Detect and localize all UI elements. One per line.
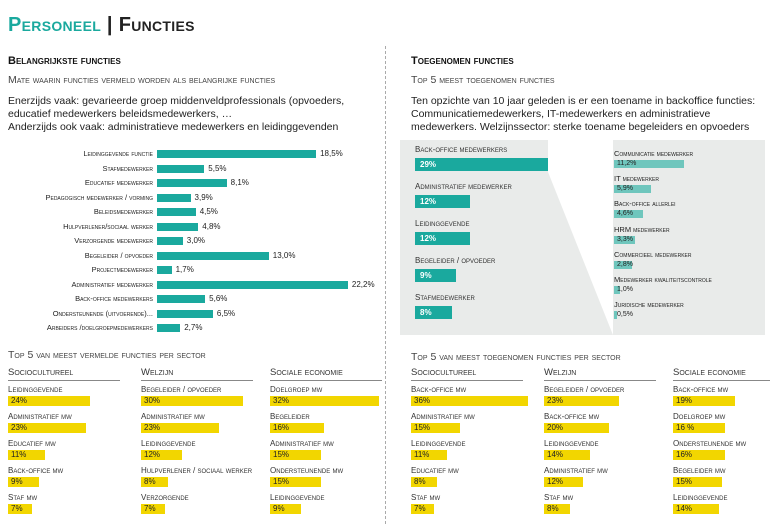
sector-value: 30% (144, 396, 161, 405)
sector-value: 16% (676, 450, 693, 459)
sector-item-label: Doelgroep mw (673, 412, 726, 421)
category-label: Educatief medewerker (84, 178, 153, 187)
bar (157, 150, 316, 158)
category-label: Stafmedewerker (415, 293, 475, 302)
category-label: IT medewerker (614, 174, 660, 184)
data-label: 3,3% (617, 235, 633, 243)
sector-header: Welzijn (544, 367, 577, 378)
sector-value: 12% (144, 450, 161, 459)
sector-underline (411, 380, 523, 381)
sector-item-label: Back-office mw (544, 412, 600, 421)
right-subheading: Top 5 meest toegenomen functies (411, 74, 555, 86)
data-label: 5,9% (617, 185, 633, 193)
data-label: 29% (420, 160, 437, 169)
sector-value: 16% (273, 423, 290, 432)
sector-value: 9% (11, 477, 23, 486)
sector-value: 19% (676, 396, 693, 405)
sector-header: Sociale economie (673, 367, 746, 378)
sector-item-label: Administratief mw (411, 412, 475, 421)
data-label: 0,5% (617, 311, 633, 319)
bar (157, 281, 348, 289)
category-label: Commercieel medewerker (614, 249, 692, 259)
sector-item-label: Staf mw (544, 493, 574, 502)
category-label: Back-office medewerkers (415, 145, 508, 154)
sector-underline (8, 380, 120, 381)
category-label: Pedagogisch medewerker / vorming (45, 192, 153, 202)
sector-value: 7% (11, 504, 23, 513)
bar (157, 237, 183, 245)
data-label: 13,0% (272, 250, 296, 260)
sector-underline (141, 380, 253, 381)
sector-value: 8% (547, 504, 559, 513)
sector-item-label: Begeleider / opvoeder (141, 385, 222, 394)
bar (157, 266, 172, 274)
sector-item-label: Leidinggevende (411, 439, 466, 448)
sector-value: 36% (414, 396, 431, 405)
left-text-line: Enerzijds vaak: gevarieerde groep middenveldprofessionals (opvoeders, (8, 95, 345, 107)
data-label: 12% (420, 234, 437, 243)
sector-underline (673, 380, 770, 381)
title-part-2: Functies (118, 14, 195, 36)
category-label: Medewerker kwaliteitscontrole (614, 275, 712, 284)
data-label: 12% (420, 197, 437, 206)
sector-item-label: Back-office mw (8, 466, 64, 475)
sector-value: 11% (11, 450, 27, 459)
category-label: Projectmedewerker (91, 265, 153, 274)
bar (157, 295, 205, 303)
data-label: 9% (420, 271, 432, 280)
sector-item-label: Leidinggevende (673, 493, 728, 502)
sector-value: 15% (273, 477, 290, 486)
sector-item-label: Verzorgende (141, 493, 189, 502)
sector-header: Welzijn (141, 367, 174, 378)
left-sector-title: Top 5 van meest vermelde functies per sector (8, 349, 206, 361)
category-label: Communicatie medewerker (614, 149, 694, 158)
category-label: Beleidsmedewerker (93, 207, 153, 216)
sector-item-label: Back-office mw (411, 385, 467, 394)
bar (157, 208, 196, 216)
right-text-line: Ten opzichte van 10 jaar geleden is er een toename in backoffice functies: (411, 95, 756, 107)
data-label: 18,5% (320, 149, 343, 158)
sector-item-label: Back-office mw (673, 385, 729, 394)
data-label: 2,8% (617, 260, 633, 268)
category-label: Verzorgende medewerker (74, 236, 153, 245)
data-label: 2,7% (184, 323, 203, 332)
sector-value: 7% (144, 504, 156, 513)
sector-value: 7% (414, 504, 426, 513)
panel-connector (548, 140, 613, 335)
bar (157, 223, 198, 231)
sector-header: Sociocultureel (411, 367, 477, 378)
data-label: 11,2% (617, 160, 637, 167)
data-label: 4,6% (617, 210, 633, 218)
category-label: Administratief medewerker (71, 279, 153, 289)
sector-item-label: Ondersteunende mw (673, 439, 747, 448)
category-label: Begeleider / opvoeder (84, 250, 153, 260)
title-separator: | (106, 14, 113, 36)
column-divider (385, 46, 386, 524)
sector-item-label: Administratief mw (270, 439, 334, 448)
sector-value: 16 % (676, 423, 695, 432)
data-label: 1,0% (617, 286, 633, 293)
data-label: 3,0% (186, 236, 206, 245)
sector-item-label: Leidinggevende (270, 493, 325, 502)
sector-header: Sociale economie (270, 367, 343, 378)
category-label: Arbeiders /doelgroepmedewerkers (46, 323, 153, 332)
data-label: 8,1% (230, 178, 249, 187)
data-label: 8% (420, 308, 432, 317)
sector-item-label: Leidinggevende (8, 385, 63, 394)
left-text-line: Anderzijds ook vaak: administratieve medewerkers en leidinggevenden (8, 121, 339, 133)
left-text-line: educatief medewerkers beleidsmedewerkers, … (8, 108, 233, 120)
bar (157, 194, 191, 202)
right-sector-title: Top 5 van meest toegenomen functies per sector (411, 351, 621, 363)
sector-value: 15% (414, 423, 431, 432)
sector-value: 11% (414, 450, 430, 459)
sector-value: 8% (144, 477, 156, 486)
sector-item-label: Leidinggevende (544, 439, 599, 448)
left-heading: Belangrijkste functies (8, 55, 121, 67)
right-heading: Toegenomen functies (411, 55, 514, 67)
category-label: Back-office allerlei (614, 199, 676, 209)
sector-value: 12% (547, 477, 564, 486)
title-part-1: Personeel (8, 14, 102, 36)
sector-item-label: Doelgroep mw (270, 385, 323, 394)
left-text (8, 95, 378, 134)
data-label: 1,7% (175, 265, 194, 274)
data-label: 5,6% (209, 294, 228, 303)
sector-item-label: Begeleider / opvoeder (544, 385, 625, 394)
right-text (411, 95, 766, 134)
sector-value: 8% (414, 477, 426, 486)
bar (157, 165, 204, 173)
sector-item-label: Ondersteunende mw (270, 466, 344, 475)
sector-underline (270, 380, 382, 381)
sector-item-label: Begeleider mw (673, 466, 726, 475)
bar (157, 252, 269, 260)
sector-value: 23% (11, 423, 28, 432)
sector-value: 15% (676, 477, 693, 486)
category-label: Stafmedewerker (102, 163, 153, 173)
category-label: Begeleider / opvoeder (415, 256, 496, 265)
sector-value: 32% (273, 396, 290, 405)
sector-value: 15% (273, 450, 290, 459)
sector-item-label: Administratief mw (141, 412, 205, 421)
category-label: Back-office medewerkers (75, 294, 153, 303)
sector-value: 14% (676, 504, 693, 513)
data-label: 22,2% (351, 279, 375, 289)
sector-item-label: Hulpverlener / sociaal werker (141, 466, 253, 475)
data-label: 4,5% (199, 207, 218, 216)
sector-item-label: Staf mw (8, 493, 38, 502)
right-text-line: medewerkers. Welzijnssector: sterke toename begeleiders en opvoeders (411, 121, 750, 133)
category-label: Ondersteunende (uitvoerende)... (52, 308, 153, 318)
bar (157, 310, 213, 318)
category-label: Juridische medewerker (614, 300, 684, 310)
page-title (8, 14, 195, 37)
bar (157, 324, 180, 332)
sector-item-label: Administratief mw (8, 412, 72, 421)
category-label: Hulpverlener/sociaal werker (63, 221, 153, 231)
left-subheading: Mate waarin functies vermeld worden als belangrijke functies (8, 74, 276, 86)
sector-item-label: Educatief mw (411, 466, 459, 475)
data-label: 6,5% (216, 308, 236, 318)
sector-value: 24% (11, 396, 28, 405)
data-label: 3,9% (194, 192, 213, 202)
sector-item-label: Administratief mw (544, 466, 608, 475)
sector-value: 14% (547, 450, 564, 459)
bar (157, 179, 227, 187)
sector-item-label: Begeleider (270, 412, 310, 421)
category-label: Leidinggevende (415, 219, 470, 228)
sector-value: 9% (273, 504, 285, 513)
data-label: 4,8% (202, 221, 221, 231)
sector-item-label: Educatief mw (8, 439, 56, 448)
sector-header: Sociocultureel (8, 367, 74, 378)
connector-shape (548, 140, 613, 335)
sector-item-label: Staf mw (411, 493, 441, 502)
sector-value: 23% (547, 396, 564, 405)
sector-value: 23% (144, 423, 161, 432)
sector-underline (544, 380, 656, 381)
data-label: 5,5% (208, 163, 227, 173)
category-label: Administratief medewerker (415, 182, 512, 191)
sector-item-label: Leidinggevende (141, 439, 196, 448)
right-text-line: Communicatiemedewerkers, IT-medewerkers en administratieve (411, 108, 711, 120)
sector-value: 20% (547, 423, 564, 432)
category-label: Leidinggevende functie (83, 149, 153, 158)
category-label: HRM medewerker (614, 224, 670, 234)
